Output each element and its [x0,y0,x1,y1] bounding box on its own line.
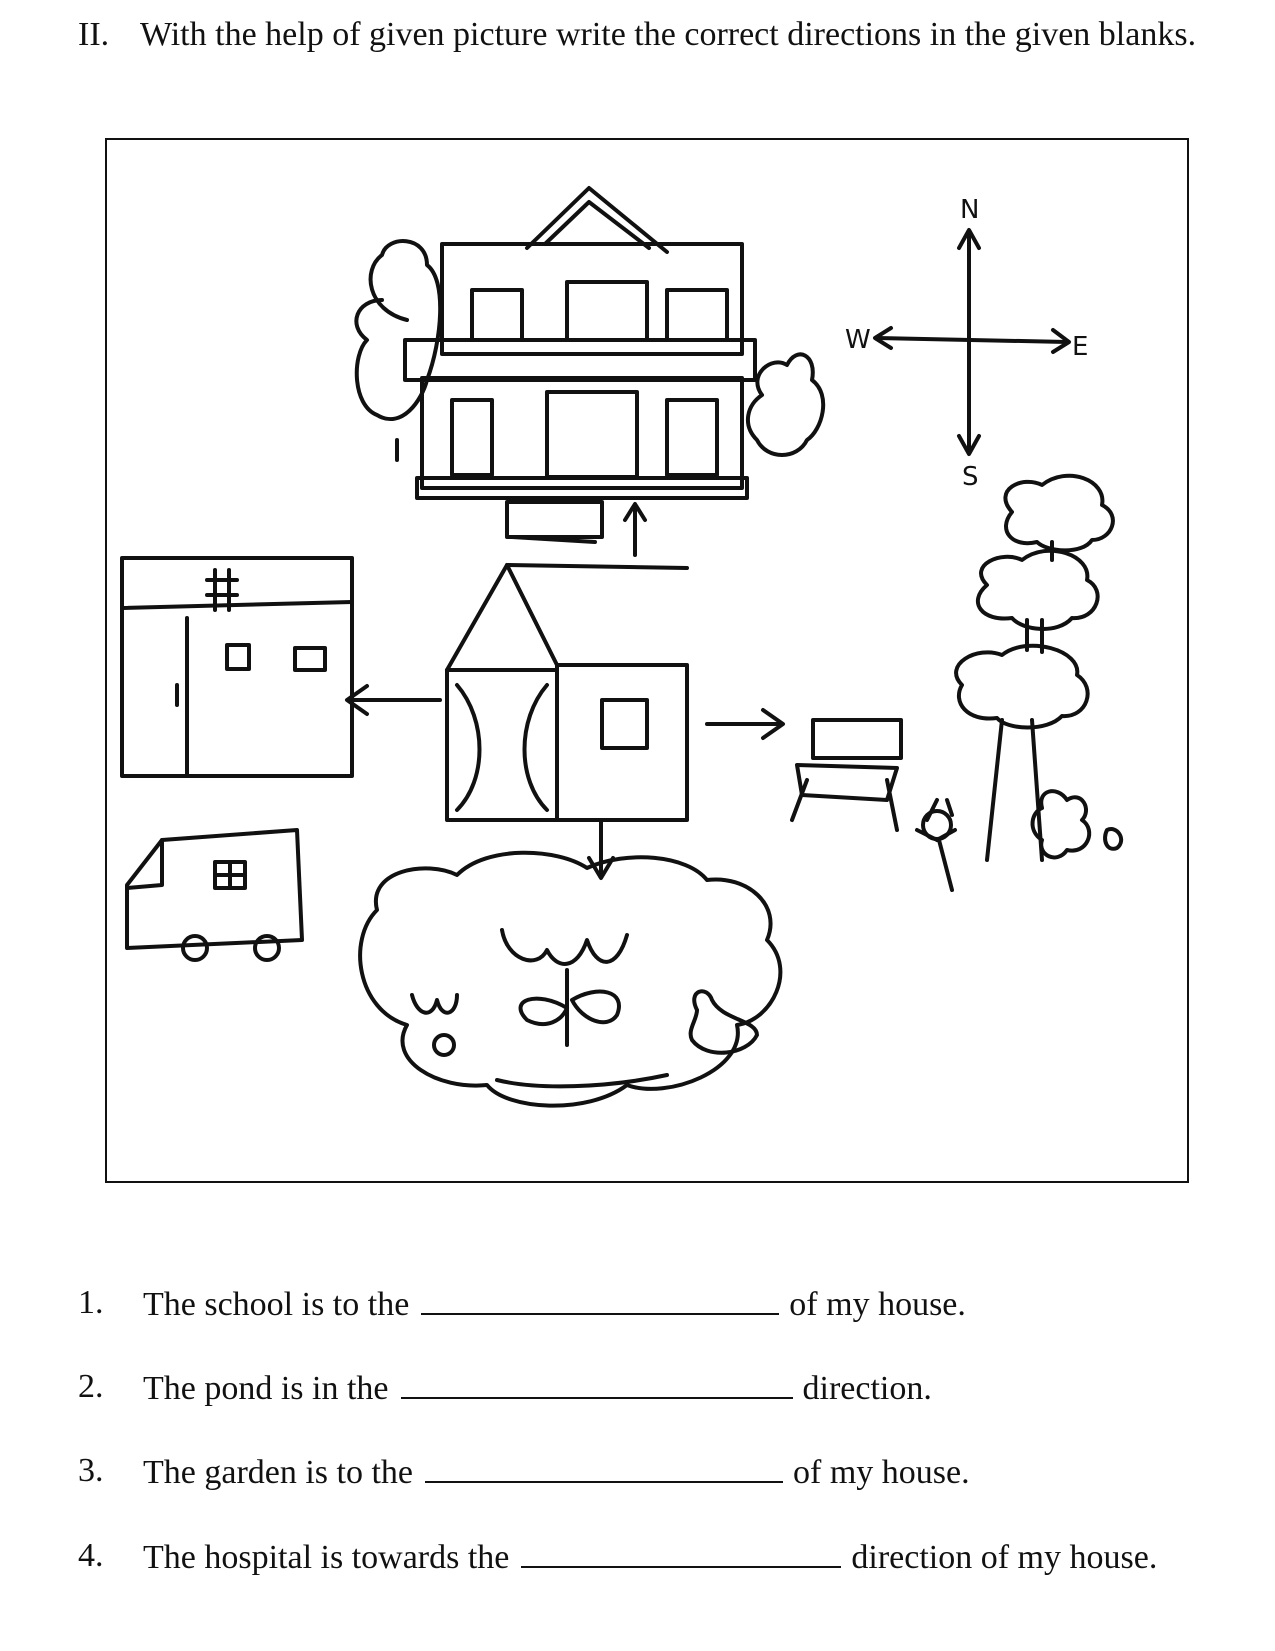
trees-icon [956,476,1113,860]
answer-blank-3[interactable] [425,1451,783,1483]
direction-picture [105,138,1189,1183]
compass-west-label: W [845,325,871,355]
question-text-before: The school is to the [143,1286,410,1323]
answer-blank-1[interactable] [421,1283,779,1315]
ambulance-icon [127,830,302,960]
question-text-before: The hospital is towards the [143,1539,510,1576]
compass-east-label: E [1072,332,1089,362]
question-number: 3. [78,1452,104,1489]
pond-icon [360,853,780,1106]
question-number: 2. [78,1368,104,1405]
answer-blank-2[interactable] [401,1367,793,1399]
bench-icon [792,720,901,830]
question-text-before: The garden is to the [143,1454,414,1491]
house-icon [447,565,687,820]
section-number: II. [78,16,110,53]
compass-south-label: S [962,462,979,492]
school-icon [356,188,823,542]
instruction-text: With the help of given picture write the correct directions in the given blanks. [140,16,1197,53]
question-number: 1. [78,1284,104,1321]
question-text-after: direction. [802,1370,932,1407]
compass-north-label: N [960,195,980,225]
question-text-before: The pond is in the [143,1370,389,1407]
question-text-after: of my house. [789,1286,966,1323]
question-number: 4. [78,1537,104,1574]
answer-blank-4[interactable] [521,1536,841,1568]
question-text-after: direction of my house. [851,1539,1158,1576]
hospital-icon [122,558,352,776]
question-text-after: of my house. [793,1454,970,1491]
flowers-icon [917,791,1121,890]
compass-icon [845,195,1088,492]
